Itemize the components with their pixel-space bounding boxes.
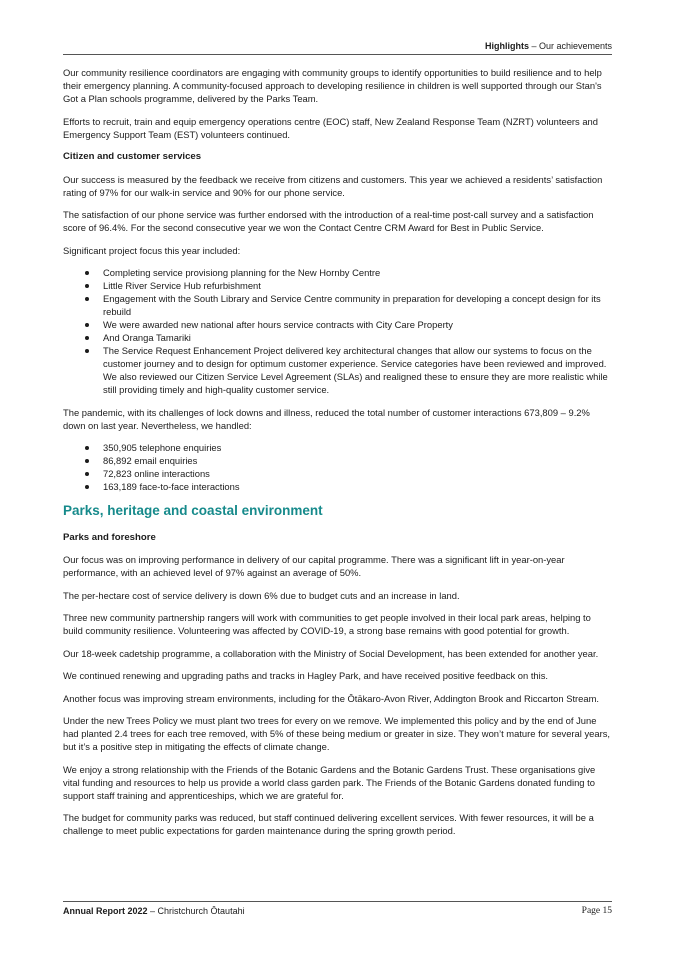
paragraph-project-focus: Significant project focus this year included: (63, 244, 241, 256)
paragraph-resilience: Our community resilience coordinators are engaging with community groups to identify opportunities to build resilience and to help their emergency planning. A community-focused approach to developing resilience in children is well supported through our Stan's Got a Plan schools programme, delivered by the Parks Team. (63, 67, 602, 104)
paragraph-trees-policy: Under the new Trees Policy we must plant two trees for every on we remove. We implemented this policy and by the end of June had planted 2.4 trees for each tree removed, with 5% of these being medium or greater in size. They won’t mature for several years, but it’s a positive step in mitigating the effects of climate change. (63, 715, 610, 752)
paragraph-parks-budget: The budget for community parks was reduced, but staff continued delivering excellent services. With fewer resources, it will be a challenge to meet public expectations for garden maintenance during the spring growth period. (63, 812, 594, 836)
list-item: 86,892 email enquiries (103, 454, 612, 467)
section-heading-parks: Parks, heritage and coastal environment (63, 502, 323, 518)
paragraph-cadetship: Our 18-week cadetship programme, a collaboration with the Ministry of Social Development, has been extended for another year. (63, 647, 599, 659)
footer-report-name: Annual Report 2022 (63, 906, 148, 916)
interactions-list (63, 441, 612, 493)
paragraph-satisfaction: Our success is measured by the feedback we receive from citizens and customers. This year we achieved a residents’ satisfaction rating of 97% for our walk-in service and 90% for our phone service. (63, 173, 603, 198)
list-item: 72,823 online interactions (103, 467, 612, 480)
paragraph-phone-service: The satisfaction of our phone service was further endorsed with the introduction of a real-time post-call survey and a satisfaction score of 96.4%. For the second consecutive year we won the Contact Centre CRM Award for Best in Public Service. (63, 209, 594, 233)
paragraph-streams: Another focus was improving stream environments, including for the Ōtākaro-Avon River, Addington Brook and Riccarton Stream. (63, 692, 600, 704)
page-header (63, 41, 612, 55)
heading-citizen-services: Citizen and customer services (63, 151, 202, 162)
footer-report-title (63, 906, 245, 917)
list-item: 350,905 telephone enquiries (103, 441, 612, 454)
list-item: Engagement with the South Library and Service Centre community in preparation for developing a concept design for its rebuild (103, 292, 612, 318)
page-content (63, 66, 612, 847)
project-list (63, 266, 612, 396)
heading-parks-foreshore: Parks and foreshore (63, 531, 156, 543)
paragraph-botanic-gardens: We enjoy a strong relationship with the Friends of the Botanic Gardens and the Botanic Gardens Trust. These organisations give vital funding and resources to help us provide a world class garden park. The Friends of the Botanic Gardens donated funding to support staff training and apprenticeships, which we are grateful for. (63, 763, 596, 801)
paragraph-rangers: Three new community partnership rangers will work with communities to get people involved in their local park areas, helping to build community resilience. Volunteering was affected by COVID-19, a strong base remains with good potential for growth. (63, 612, 591, 636)
list-item: Little River Service Hub refurbishment (103, 279, 612, 292)
footer-city: – Christchurch Ōtautahi (147, 906, 245, 916)
page-footer (63, 901, 612, 917)
list-item: Completing service provisiong planning for the New Hornby Centre (103, 266, 612, 279)
list-item: We were awarded new national after hours service contracts with City Care Property (103, 318, 612, 331)
list-item: And Oranga Tamariki (103, 331, 612, 344)
paragraph-hagley-park: We continued renewing and upgrading paths and tracks in Hagley Park, and have received positive feedback on this. (63, 670, 549, 681)
paragraph-capital-programme: Our focus was on improving performance in delivery of our capital programme. There was a significant lift in year-on-year performance, with an achieved level of 97% against an average of 50%. (63, 554, 565, 578)
list-item: The Service Request Enhancement Project delivered key architectural changes that allow our systems to focus on the customer journey and to design for optimum customer experience. Service categories have been reviewed and improved. We also reviewed our Citizen Service Level Agreement (SLAs) and realigned these to ensure they are more realistic while still providing timely and high-quality customer service. (103, 344, 612, 396)
header-section-title: Highlights (484, 41, 529, 51)
paragraph-per-hectare-cost: The per-hectare cost of service delivery is down 6% due to budget cuts and an increase in land. (63, 589, 460, 601)
page-number: Page 15 (581, 906, 612, 916)
paragraph-pandemic: The pandemic, with its challenges of lock downs and illness, reduced the total number of customer interactions 673,809 – 9.2% down on last year. Nevertheless, we handled: (63, 406, 590, 431)
header-subtitle: – Our achievements (528, 41, 612, 51)
paragraph-eoc: Efforts to recruit, train and equip emergency operations centre (EOC) staff, New Zealand Response Team (NZRT) volunteers and Emergency Support Team (EST) volunteers continued. (63, 115, 598, 140)
list-item: 163,189 face-to-face interactions (103, 480, 612, 493)
